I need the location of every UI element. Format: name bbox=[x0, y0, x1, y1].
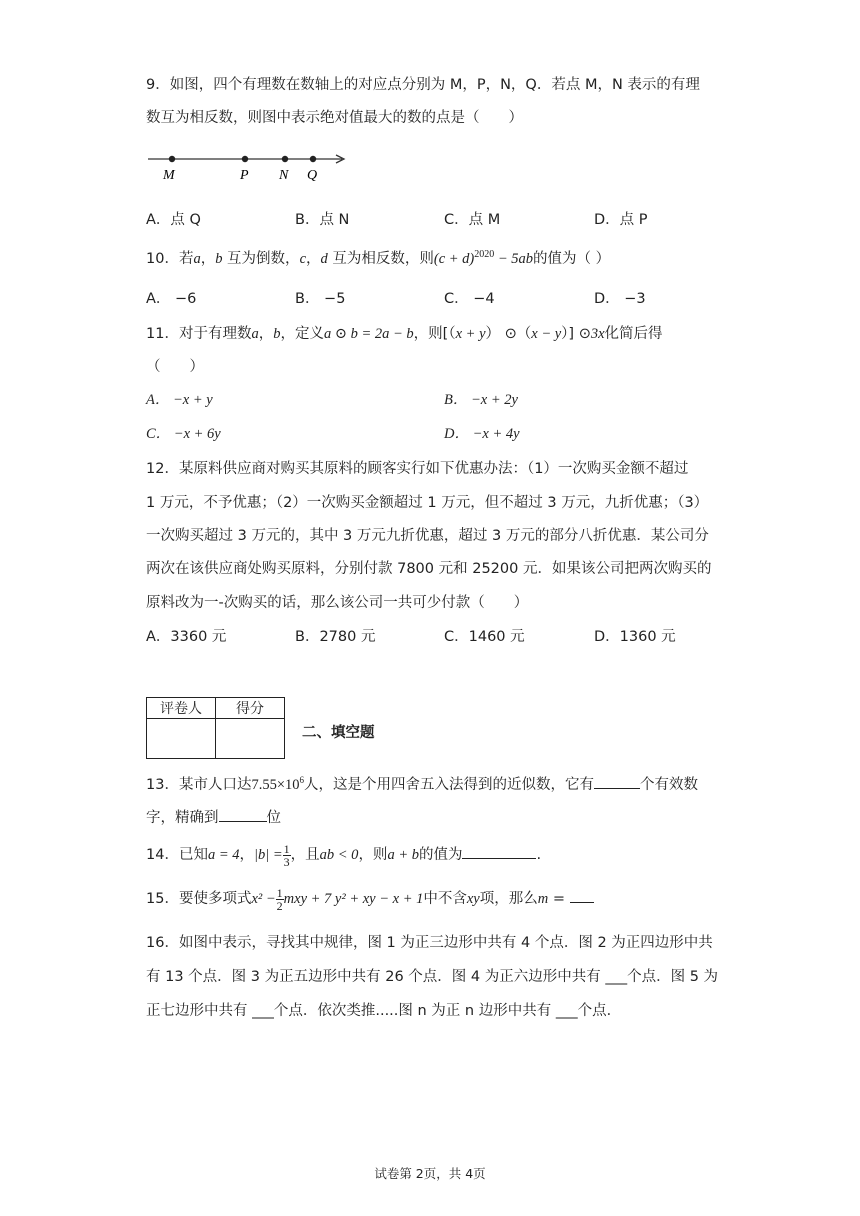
q11-option-d: D． −x + 4y bbox=[444, 426, 520, 442]
q13-blank-1[interactable] bbox=[594, 774, 640, 789]
q16-line2: 有 13 个点．图 3 为正五边形中共有 26 个点．图 4 为正六边形中共有 ___个点．图 5 为 bbox=[146, 969, 719, 985]
q12-line2: 1 万元，不予优惠；（2）一次购买金额超过 1 万元，但不超过 3 万元，九折优惠；（3） bbox=[146, 495, 709, 511]
q16-line3: 正七边形中共有 ___个点．依次类推.....图 n 为正 n 边形中共有 ___个点． bbox=[146, 1003, 622, 1019]
grading-table bbox=[146, 697, 285, 759]
q12-option-c: C．1460 元 bbox=[444, 629, 525, 645]
page-footer: 试卷第 2页，共 4页 bbox=[374, 1166, 486, 1181]
q12-option-d: D．1360 元 bbox=[594, 629, 676, 645]
q15-fraction: $\frac{1}{2}$ bbox=[276, 885, 283, 913]
q10-option-c: C． −4 bbox=[444, 291, 495, 307]
q15-line: 15．要使多项式x² − $\frac{1}{2}$ mxy + 7 y² + xy − x + 1中不含xy项，那么m = bbox=[146, 886, 594, 912]
q9-option-d: D．点 P bbox=[594, 212, 648, 228]
q14-line: 14．已知a = 4，|b| = $\frac{1}{3}$ ，且ab < 0，则a + b的值为 . bbox=[146, 841, 542, 869]
q13-line1: 13．某市人口达$7.55\times 10^6$人，这是个用四舍五入法得到的近似数，它有 个有效数 bbox=[146, 775, 699, 793]
q13-line2: 字，精确到 位 bbox=[146, 806, 281, 827]
score-cell[interactable] bbox=[216, 719, 285, 759]
number-line-figure bbox=[145, 148, 355, 184]
label-q: Q bbox=[307, 168, 318, 183]
q10-stem: 10．若a，b 互为倒数，c，d 互为相反数，则$(c + d)^{2020} - 5ab$的值为（ ） bbox=[146, 249, 611, 267]
q11-stem: 11．对于有理数a，b，定义a ⊙ b = 2a − b，则[（x + y） ⊙（x − y）] ⊙3x化简后得 bbox=[146, 326, 663, 342]
q9-option-a: A．点 Q bbox=[146, 212, 201, 228]
q9-option-c: C．点 M bbox=[444, 212, 501, 228]
q10-expression: (c + d) bbox=[433, 251, 475, 267]
q13-blank-2[interactable] bbox=[219, 807, 267, 822]
q11-option-b: B． −x + 2y bbox=[444, 392, 518, 408]
q9-line2: 数互为相反数，则图中表示绝对值最大的数的点是（ ） bbox=[146, 110, 523, 126]
label-p: P bbox=[240, 168, 249, 183]
q10-option-b: B． −5 bbox=[295, 291, 346, 307]
q14-fraction: $\frac{1}{3}$ bbox=[283, 841, 290, 869]
section-title: 二、填空题 bbox=[302, 725, 375, 741]
q12-option-b: B．2780 元 bbox=[295, 629, 376, 645]
q16-line1: 16．如图中表示，寻找其中规律，图 1 为正三边形中共有 4 个点．图 2 为正四边形中共 bbox=[146, 935, 713, 951]
q12-line4: 两次在该供应商处购买原料，分别付款 7800 元和 25200 元．如果该公司把两次购买的 bbox=[146, 561, 712, 577]
point-m bbox=[169, 156, 175, 162]
q14-blank[interactable] bbox=[462, 844, 536, 859]
score-header: 得分 bbox=[216, 698, 285, 719]
q12-line1: 12．某原料供应商对购买其原料的顾客实行如下优惠办法：（1）一次购买金额不超过 bbox=[146, 461, 689, 477]
q12-option-a: A．3360 元 bbox=[146, 629, 227, 645]
q15-blank[interactable] bbox=[570, 888, 594, 903]
point-p bbox=[242, 156, 248, 162]
q10-option-d: D． −3 bbox=[594, 291, 646, 307]
q12-line5: 原料改为一-次购买的话，那么该公司一共可少付款（ ） bbox=[146, 595, 529, 611]
grader-header: 评卷人 bbox=[147, 698, 216, 719]
point-q bbox=[310, 156, 316, 162]
q11-option-c: C． −x + 6y bbox=[146, 426, 221, 442]
label-n: N bbox=[279, 168, 289, 183]
label-m: M bbox=[163, 168, 175, 183]
q11-option-a: A． −x + y bbox=[146, 392, 213, 408]
point-n bbox=[282, 156, 288, 162]
q9-option-b: B．点 N bbox=[295, 212, 350, 228]
q9-line1: 9．如图，四个有理数在数轴上的对应点分别为 M，P，N，Q．若点 M，N 表示的有理 bbox=[146, 77, 700, 93]
grader-cell[interactable] bbox=[147, 719, 216, 759]
q11-line2: （ ） bbox=[146, 359, 204, 375]
q10-option-a: A． −6 bbox=[146, 291, 197, 307]
q12-line3: 一次购买超过 3 万元的，其中 3 万元九折优惠，超过 3 万元的部分八折优惠．某公司分 bbox=[146, 528, 709, 544]
